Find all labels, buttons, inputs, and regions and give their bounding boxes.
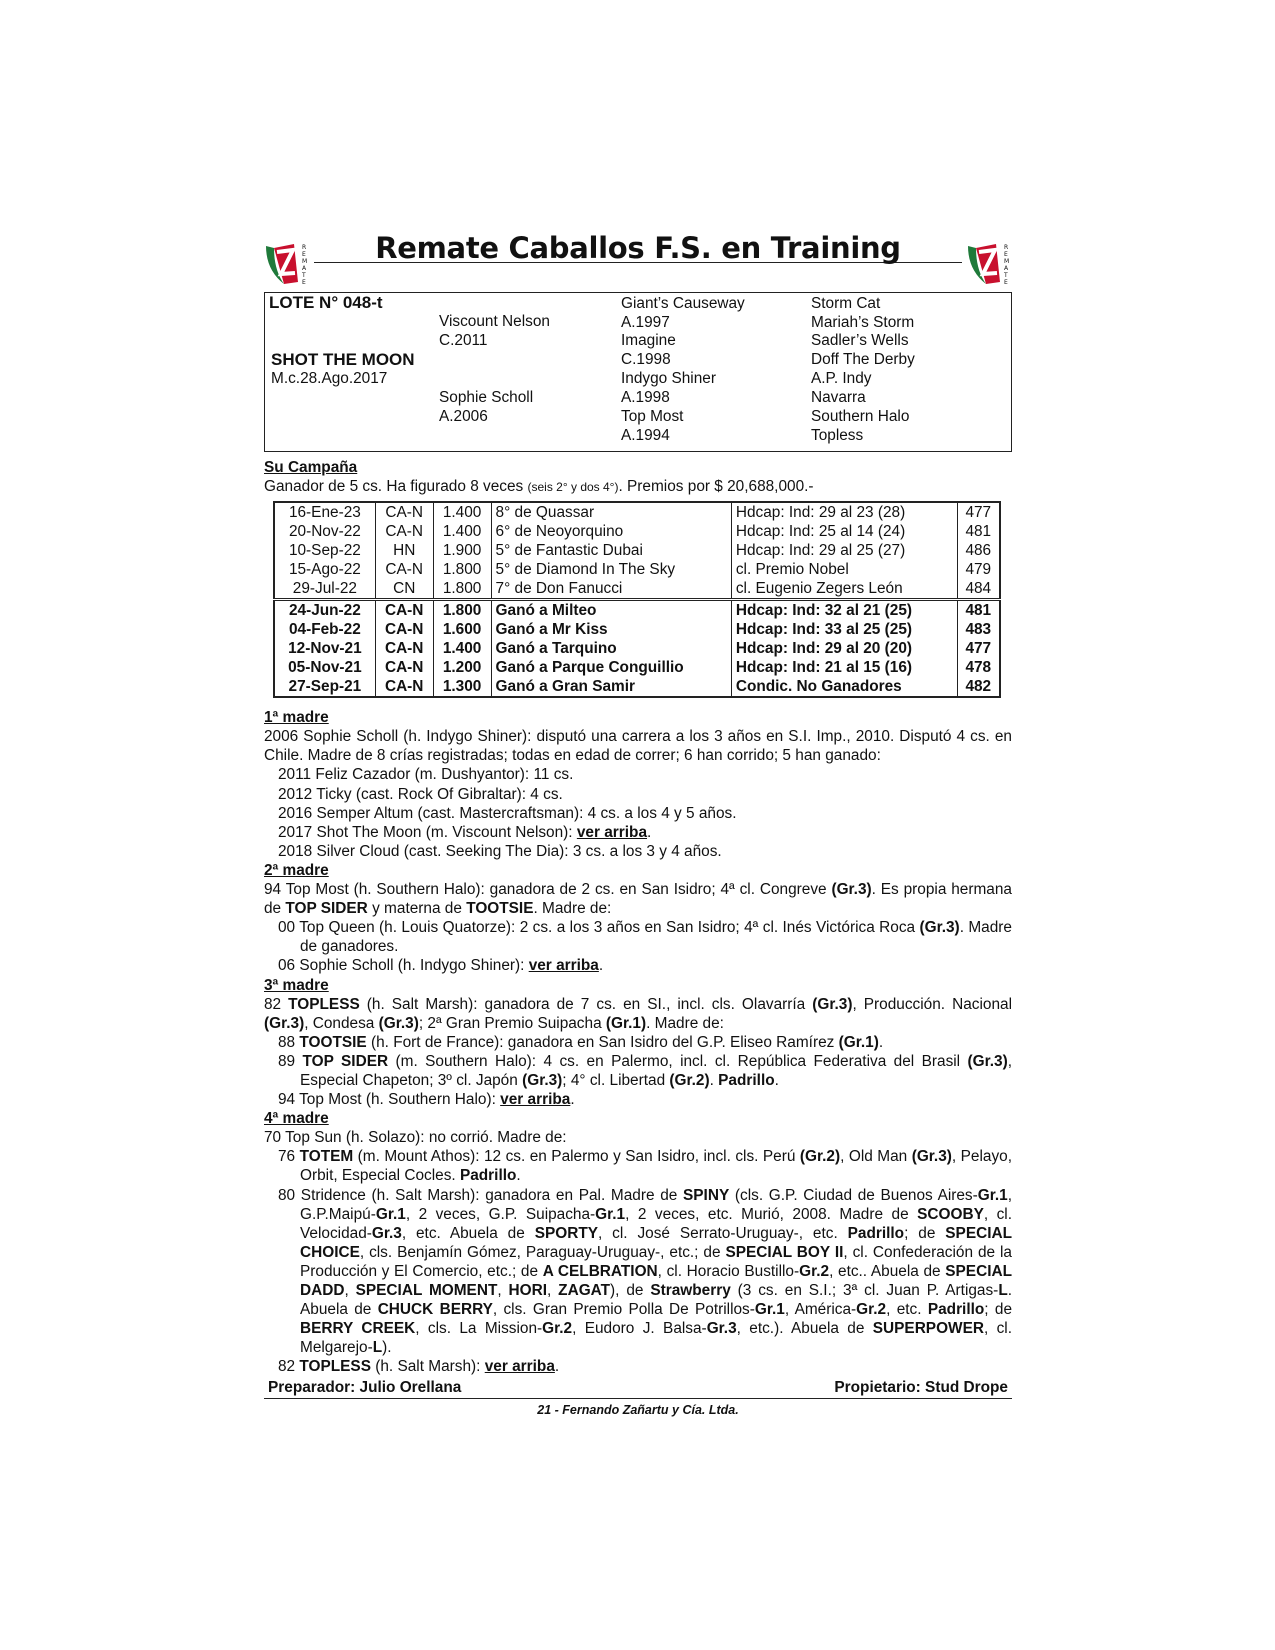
- svg-text:T: T: [1004, 272, 1008, 279]
- paragraph: 70 Top Sun (h. Solazo): no corrió. Madre de:: [264, 1129, 567, 1147]
- pedigree-cell: Imagine: [621, 332, 676, 349]
- table-cell: 20-Nov-22: [288, 522, 361, 540]
- pedigree-cell: A.1997: [621, 314, 670, 331]
- section-heading: Su Campaña: [264, 459, 358, 476]
- table-cell: 16-Ene-23: [288, 503, 361, 521]
- dam-name: Sophie Scholl: [439, 389, 534, 406]
- table-row: [274, 541, 1000, 560]
- ver-arriba-link: ver arriba: [576, 823, 648, 841]
- table-cell: 484: [957, 579, 1000, 600]
- svg-text:R: R: [302, 244, 307, 251]
- table-cell: Hdcap: Ind: 32 al 21 (25): [731, 600, 957, 621]
- pedigree-cell: Sadler’s Wells: [811, 332, 909, 349]
- table-cell: 1.800: [433, 579, 491, 600]
- pedigree-cell: Topless: [811, 427, 864, 444]
- table-cell: CN: [375, 579, 433, 600]
- svg-text:A: A: [302, 265, 307, 272]
- trainer-label: Preparador: Julio Orellana: [268, 1379, 462, 1397]
- table-cell: 5° de Fantastic Dubai: [491, 541, 731, 560]
- table-cell: Hdcap: Ind: 21 al 15 (16): [731, 658, 957, 677]
- table-cell: Hdcap: Ind: 29 al 23 (28): [731, 502, 957, 522]
- table-cell: CA-N: [375, 677, 433, 697]
- horse-info: M.c.28.Ago.2017: [271, 370, 388, 387]
- table-cell: 1.200: [433, 658, 491, 677]
- table-cell: 24-Jun-22: [274, 600, 375, 621]
- zr-logo-icon: [966, 240, 1012, 286]
- page-title: Remate Caballos F.S. en Training: [314, 239, 962, 263]
- table-cell: 481: [957, 600, 1000, 621]
- table-cell: cl. Premio Nobel: [731, 560, 957, 579]
- table-cell: Condic. No Ganadores: [731, 677, 957, 697]
- table-cell: 1.400: [433, 522, 491, 541]
- section-heading: 3ª madre: [264, 976, 329, 994]
- table-cell: 29-Jul-22: [292, 579, 357, 597]
- pedigree-cell: A.P. Indy: [811, 370, 872, 387]
- sire-info: C.2011: [439, 332, 488, 349]
- zr-logo-icon: [264, 240, 310, 286]
- svg-text:T: T: [302, 272, 306, 279]
- footer-credits: [264, 1378, 1012, 1398]
- svg-text:M: M: [1004, 258, 1010, 265]
- race-table: [273, 501, 1001, 698]
- table-cell: 486: [957, 541, 1000, 560]
- list-item: 88 TOOTSIE (h. Fort de France): ganadora en San Isidro del G.P. Eliseo Ramírez (Gr.1).: [278, 1033, 884, 1051]
- list-item: 00 Top Queen (h. Louis Quatorze): 2 cs. a los 3 años en San Isidro; 4ª cl. Inés Victórica Roca (Gr.3). Madre de ganadores.: [278, 919, 1012, 956]
- table-cell: 27-Sep-21: [288, 677, 362, 695]
- table-cell: CA-N: [375, 658, 433, 677]
- table-cell: 04-Feb-22: [288, 620, 361, 638]
- table-cell: Ganó a Parque Conguillio: [491, 658, 731, 677]
- table-cell: 483: [957, 620, 1000, 639]
- madre1-section: [264, 708, 1012, 861]
- table-cell: CA-N: [375, 639, 433, 658]
- table-cell: CA-N: [375, 600, 433, 621]
- campaign-section: [264, 458, 1012, 497]
- svg-text:A: A: [1004, 265, 1009, 272]
- list-item: 2017 Shot The Moon (m. Viscount Nelson): ver arriba.: [278, 823, 652, 841]
- section-heading: 1ª madre: [264, 709, 329, 727]
- page-footer: 21 - Fernando Zañartu y Cía. Ltda.: [537, 1402, 739, 1417]
- list-item: 2016 Semper Altum (cast. Mastercraftsman): 4 cs. a los 4 y 5 años.: [278, 804, 737, 822]
- list-item: 94 Top Most (h. Southern Halo): ver arriba.: [278, 1091, 575, 1109]
- table-row: [274, 560, 1000, 579]
- table-row: [274, 600, 1000, 621]
- table-cell: Ganó a Tarquino: [491, 639, 731, 658]
- table-cell: 5° de Diamond In The Sky: [491, 560, 731, 579]
- table-cell: Hdcap: Ind: 29 al 20 (20): [731, 639, 957, 658]
- table-cell: CA-N: [375, 502, 433, 522]
- pedigree-cell: Southern Halo: [811, 408, 910, 425]
- table-row: [274, 502, 1000, 522]
- table-cell: 1.300: [433, 677, 491, 697]
- table-row: [274, 522, 1000, 541]
- pedigree-box: [264, 292, 1012, 452]
- svg-text:E: E: [1004, 251, 1008, 258]
- table-cell: 1.800: [433, 600, 491, 621]
- dam-info: A.2006: [439, 408, 488, 425]
- table-cell: 1.900: [433, 541, 491, 560]
- pedigree-cell: Indygo Shiner: [621, 370, 716, 387]
- madre4-section: [264, 1109, 1012, 1376]
- table-row: [274, 658, 1000, 677]
- table-cell: 7° de Don Fanucci: [491, 579, 731, 600]
- list-item: 80 Stridence (h. Salt Marsh): ganadora en Pal. Madre de SPINY (cls. G.P. Ciudad de Buenos Aires-Gr.1, G.P.Maipú-Gr.1, 2 veces, G.P. Suipacha-Gr.1, 2 veces, etc. Murió, 2008. Madre de SCOOBY, cl. Velocidad-Gr.3, etc. Abuela de SPORTY, cl. José Serrato-Uruguay-, etc. Padrillo; de SPECIAL CHOICE, cls. Benjamín Gómez, Paraguay-Uruguay-, etc.; de SPECIAL BOY II, cl. Confederación de la Producción y El Comercio, etc.; de A CELBRATION, cl. Horacio Bustillo-Gr.2, etc.. Abuela de SPECIAL DADD, SPECIAL MOMENT, HORI, ZAGAT), de Strawberry (3 cs. en S.I.; 3ª cl. Juan P. Artigas-L. Abuela de CHUCK BERRY, cls. Gran Premio Polla De Potrillos-Gr.1, América-Gr.2, etc. Padrillo; de BERRY CREEK, cls. La Mission-Gr.2, Eudoro J. Balsa-Gr.3, etc.). Abuela de SUPERPOWER, cl. Melgarejo-L).: [278, 1186, 1013, 1357]
- table-row: [274, 620, 1000, 639]
- pedigree-cell: Storm Cat: [811, 295, 881, 312]
- table-cell: 1.800: [433, 560, 491, 579]
- campaign-summary: Ganador de 5 cs. Ha figurado 8 veces (seis 2° y dos 4°). Premios por $ 20,688,000.-: [264, 478, 814, 496]
- table-cell: 477: [957, 502, 1000, 522]
- horse-name: SHOT THE MOON: [271, 350, 415, 369]
- pedigree-cell: Giant’s Causeway: [621, 295, 745, 312]
- table-cell: CA-N: [375, 620, 433, 639]
- table-cell: CA-N: [375, 560, 433, 579]
- pedigree-cell: Navarra: [811, 389, 866, 406]
- list-item: 76 TOTEM (m. Mount Athos): 12 cs. en Palermo y San Isidro, incl. cls. Perú (Gr.2), Old Man (Gr.3), Pelayo, Orbit, Especial Cocles. Padrillo.: [278, 1148, 1012, 1185]
- table-cell: 12-Nov-21: [288, 639, 362, 657]
- list-item: 2012 Ticky (cast. Rock Of Gibraltar): 4 cs.: [278, 785, 563, 803]
- table-cell: cl. Eugenio Zegers León: [731, 579, 957, 600]
- list-item: 2018 Silver Cloud (cast. Seeking The Dia): 3 cs. a los 3 y 4 años.: [278, 842, 722, 860]
- table-cell: 1.400: [433, 639, 491, 658]
- table-cell: Ganó a Milteo: [491, 600, 731, 621]
- table-row: [274, 639, 1000, 658]
- madre2-section: [264, 861, 1012, 976]
- paragraph: 2006 Sophie Scholl (h. Indygo Shiner): disputó una carrera a los 3 años en S.I. Imp., 2010. Disputó 4 cs. en Chile. Madre de 8 crías registradas; todas en edad de correr; 6 han corrido; 5 han ganado:: [264, 728, 1012, 765]
- table-cell: HN: [375, 541, 433, 560]
- list-item: 06 Sophie Scholl (h. Indygo Shiner): ver arriba.: [278, 957, 604, 975]
- table-cell: 05-Nov-21: [288, 658, 362, 676]
- table-cell: 481: [957, 522, 1000, 541]
- svg-text:E: E: [302, 251, 306, 258]
- table-cell: 8° de Quassar: [491, 502, 731, 522]
- madre3-section: [264, 976, 1012, 1110]
- table-cell: CA-N: [375, 522, 433, 541]
- table-cell: 1.400: [433, 502, 491, 522]
- table-cell: Hdcap: Ind: 25 al 14 (24): [731, 522, 957, 541]
- section-heading: 4ª madre: [264, 1110, 329, 1128]
- owner-label: Propietario: Stud Drope: [834, 1379, 1008, 1397]
- table-cell: 6° de Neoyorquino: [491, 522, 731, 541]
- table-row: [274, 579, 1000, 600]
- table-cell: Hdcap: Ind: 29 al 25 (27): [731, 541, 957, 560]
- list-item: 89 TOP SIDER (m. Southern Halo): 4 cs. en Palermo, incl. cl. República Federativa del Brasil (Gr.3), Especial Chapeton; 3º cl. Japón (Gr.3); 4° cl. Libertad (Gr.2). Padrillo.: [278, 1052, 1012, 1089]
- pedigree-cell: A.1998: [621, 389, 670, 406]
- svg-text:E: E: [302, 279, 306, 286]
- table-row: [274, 677, 1000, 697]
- table-cell: Hdcap: Ind: 33 al 25 (25): [731, 620, 957, 639]
- table-cell: 10-Sep-22: [288, 541, 361, 559]
- page-header: [264, 231, 1012, 290]
- table-cell: 1.600: [433, 620, 491, 639]
- table-cell: 479: [957, 560, 1000, 579]
- svg-text:R: R: [1004, 244, 1009, 251]
- pedigree-cell: Top Most: [621, 408, 684, 425]
- table-cell: 15-Ago-22: [288, 560, 361, 578]
- svg-text:E: E: [1004, 279, 1008, 286]
- catalog-page: [264, 231, 1013, 1420]
- section-heading: 2ª madre: [264, 861, 329, 879]
- table-cell: 478: [957, 658, 1000, 677]
- list-item: 82 TOPLESS (h. Salt Marsh): ver arriba.: [278, 1358, 560, 1376]
- lote-number: LOTE N° 048-t: [269, 293, 383, 312]
- sire-name: Viscount Nelson: [439, 313, 550, 330]
- table-cell: Ganó a Gran Samir: [491, 677, 731, 697]
- pedigree-cell: C.1998: [621, 351, 671, 368]
- table-cell: 477: [957, 639, 1000, 658]
- pedigree-cell: Mariah’s Storm: [811, 314, 915, 331]
- table-cell: Ganó a Mr Kiss: [491, 620, 731, 639]
- pedigree-cell: A.1994: [621, 427, 670, 444]
- table-cell: 482: [957, 677, 1000, 697]
- paragraph: 82 TOPLESS (h. Salt Marsh): ganadora de 7 cs. en SI., incl. cls. Olavarría (Gr.3), Producción. Nacional (Gr.3), Condesa (Gr.3); 2ª Gran Premio Suipacha (Gr.1). Madre de:: [264, 995, 1012, 1032]
- pedigree-cell: Doff The Derby: [811, 351, 915, 368]
- paragraph: 94 Top Most (h. Southern Halo): ganadora de 2 cs. en San Isidro; 4ª cl. Congreve (Gr.3). Es propia hermana de TOP SIDER y materna de TOOTSIE. Madre de:: [264, 881, 1012, 918]
- svg-text:M: M: [302, 258, 308, 265]
- list-item: 2011 Feliz Cazador (m. Dushyantor): 11 cs.: [278, 766, 574, 784]
